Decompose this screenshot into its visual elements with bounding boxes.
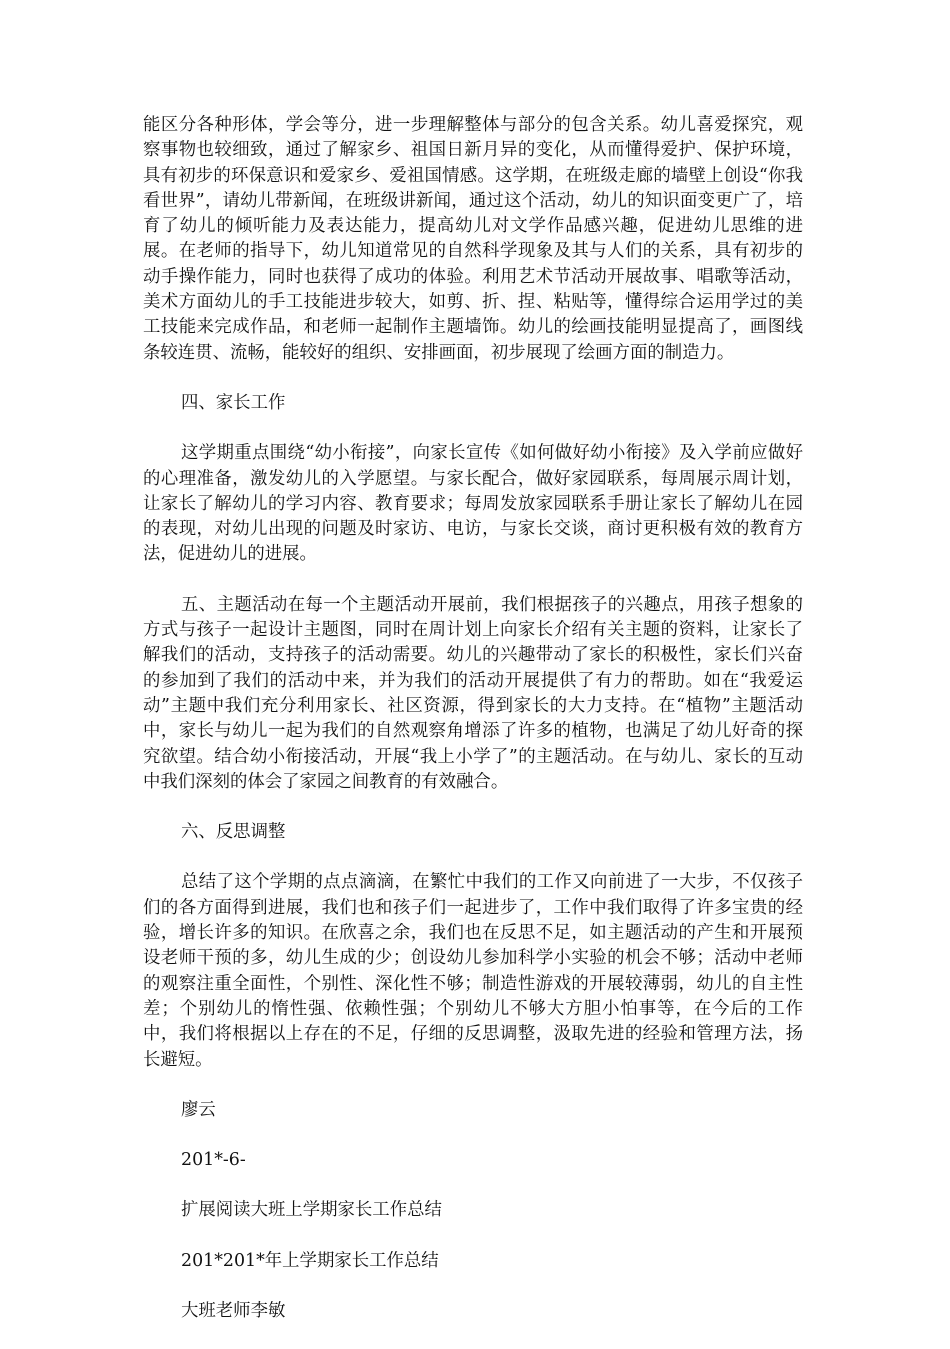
paragraph-development-summary: 能区分各种形体，学会等分，进一步理解整体与部分的包含关系。幼儿喜爱探究，观察事物也较细致，通过了解家乡、祖国日新月异的变化，从而懂得爱护、保护环境，具有初步的环保意识和爱家乡、爱祖国情感。这学期，在班级走廊的墙壁上创设“你我看世界”，请幼儿带新闻，在班级讲新闻，通过这个活动，幼儿的知识面变更广了，培育了幼儿的倾听能力及表达能力，提高幼儿对文学作品感兴趣，促进幼儿思维的进展。在老师的指导下，幼儿知道常见的自然科学现象及其与人们的关系，具有初步的动手操作能力，同时也获得了成功的体验。利用艺术节活动开展故事、唱歌等活动，美术方面幼儿的手工技能进步较大，如剪、折、捏、粘贴等，懂得综合运用学过的美工技能来完成作品，和老师一起制作主题墙饰。幼儿的绘画技能明显提高了，画图线条较连贯、流畅，能较好的组织、安排画面，初步展现了绘画方面的制造力。 xyxy=(143,115,803,363)
paragraph-reflection: 总结了这个学期的点点滴滴，在繁忙中我们的工作又向前进了一大步，不仅孩子们的各方面得到进展，我们也和孩子们一起进步了，工作中我们取得了许多宝贵的经验，增长许多的知识。在欣喜之余，我们也在反思不足，如主题活动的产生和开展预设老师干预的多，幼儿生成的少；创设幼儿参加科学小实验的机会不够；活动中老师的观察注重全面性，个别性、深化性不够；制造性游戏的开展较薄弱，幼儿的自主性差；个别幼儿的惰性强、依赖性强；个别幼儿不够大方胆小怕事等，在今后的工作中，我们将根据以上存在的不足，仔细的反思调整，汲取先进的经验和管理方法，扬长避短。 xyxy=(143,872,803,1070)
section-heading-parent-work: 四、家长工作 xyxy=(181,392,286,413)
author-name: 廖云 xyxy=(181,1099,216,1120)
paragraph-theme-activities: 五、主题活动在每一个主题活动开展前，我们根据孩子的兴趣点，用孩子想象的方式与孩子一起设计主题图，同时在周计划上向家长介绍有关主题的资料，让家长了解我们的活动，支持孩子的活动需要。幼儿的兴趣带动了家长的积极性，家长们兴奋的参加到了我们的活动中来，并为我们的活动开展提供了有力的帮助。如在“我爱运动”主题中我们充分利用家长、社区资源，得到家长的大力支持。在“植物”主题活动中，家长与幼儿一起为我们的自然观察角增添了许多的植物，也满足了幼儿好奇的探究欲望。结合幼小衔接活动，开展“我上小学了”的主题活动。在与幼儿、家长的互动中我们深刻的体会了家园之间教育的有效融合。 xyxy=(143,594,803,792)
section-heading-reflection: 六、反思调整 xyxy=(181,822,286,843)
next-document-author: 大班老师李敏 xyxy=(181,1300,286,1321)
extended-reading-title: 扩展阅读大班上学期家长工作总结 xyxy=(181,1200,442,1221)
next-document-title: 201*201*年上学期家长工作总结 xyxy=(181,1250,439,1271)
document-date: 201*-6- xyxy=(181,1150,246,1171)
document-page xyxy=(143,113,803,1349)
paragraph-parent-work: 这学期重点围绕“幼小衔接”，向家长宣传《如何做好幼小衔接》及入学前应做好的心理准备，激发幼儿的入学愿望。与家长配合，做好家园联系，每周展示周计划，让家长了解幼儿的学习内容、教育要求；每周发放家园联系手册让家长了解幼儿在园的表现，对幼儿出现的问题及时家访、电访，与家长交谈，商讨更积极有效的教育方法，促进幼儿的进展。 xyxy=(143,443,803,565)
